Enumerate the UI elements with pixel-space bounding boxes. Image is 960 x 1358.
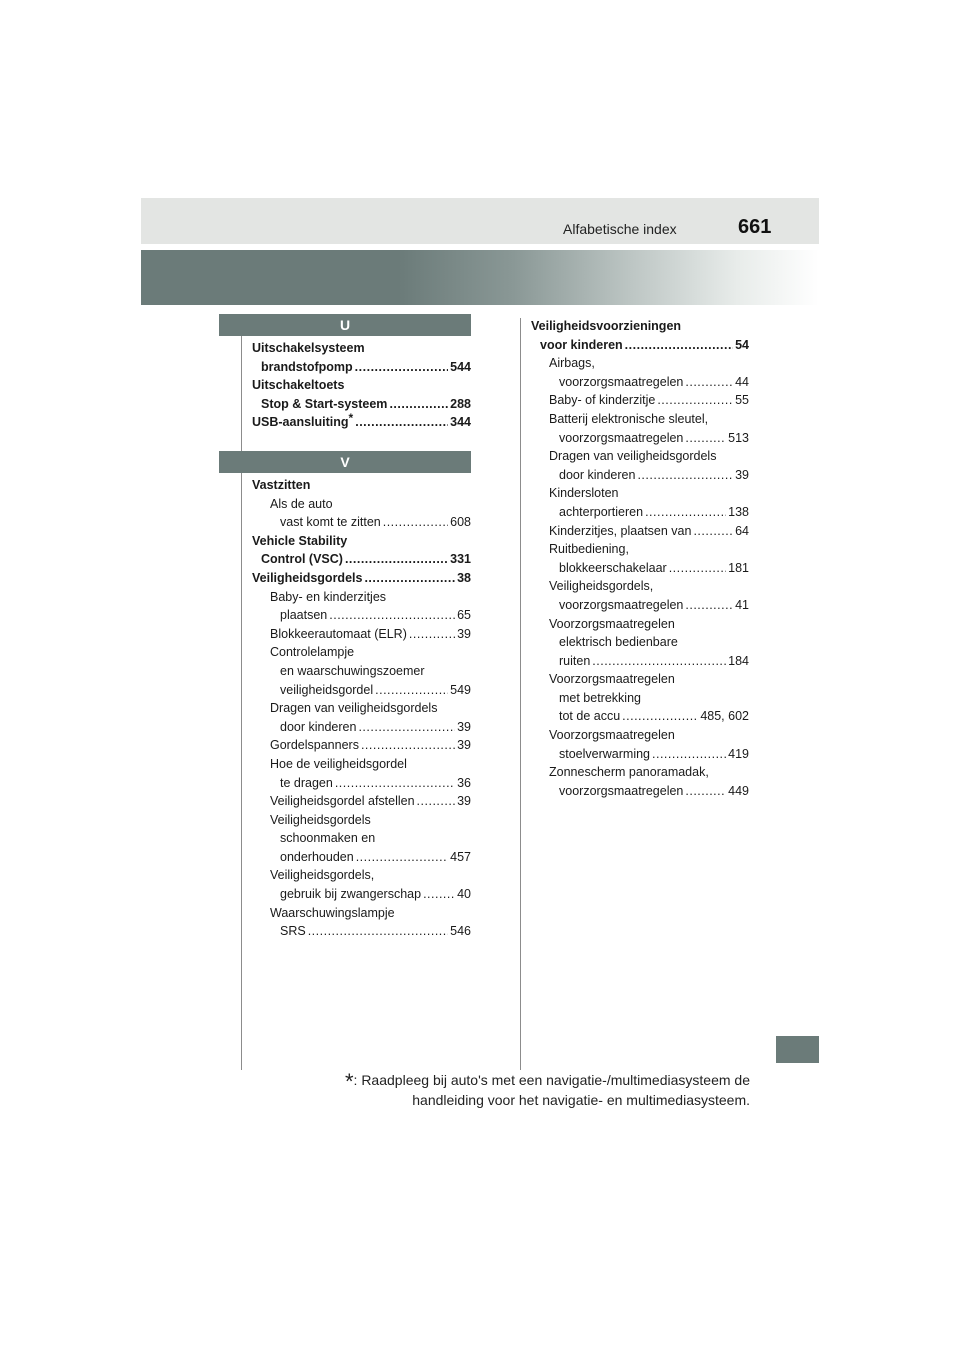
dot-leader (375, 681, 448, 700)
index-entry-page: 549 (450, 682, 471, 697)
footnote (300, 1068, 750, 1110)
index-entry (531, 652, 749, 671)
index-entry-page: 331 (450, 552, 471, 567)
page-header-title: Alfabetische index (563, 221, 677, 237)
index-entry-text: Baby- of kinderzitje (549, 393, 656, 408)
index-entry-text: gebruik bij zwangerschap (280, 887, 422, 902)
footnote-marker: * (348, 411, 354, 426)
index-entry-page: 39 (735, 467, 749, 482)
index-entry-text: SRS (280, 924, 306, 939)
dot-leader (409, 625, 455, 644)
index-entry: Batterij elektronische sleutel, (549, 411, 709, 426)
index-entry-text: door kinderen (280, 719, 357, 734)
index-entry-page: 544 (450, 359, 471, 374)
dot-leader (685, 782, 726, 801)
index-entry: Zonnescherm panoramadak, (549, 765, 709, 780)
dot-leader (625, 336, 733, 355)
index-entry (252, 413, 471, 432)
footnote-line-2: handleiding voor het navigatie- en multimediasysteem. (412, 1092, 750, 1108)
index-entry (531, 707, 749, 726)
index-entry: Controlelampje (270, 645, 355, 660)
index-entry-page: 181 (728, 560, 749, 575)
index-entry (252, 718, 471, 737)
index-entry-page: 513 (728, 430, 749, 445)
index-entry-page: 449 (728, 783, 749, 798)
index-entry (252, 736, 471, 755)
index-entry: Dragen van veiligheidsgordels (270, 701, 438, 716)
index-entry-text: tot de accu (559, 709, 621, 724)
index-entry (252, 681, 471, 700)
index-entry-text: voorzorgsmaatregelen (559, 783, 684, 798)
dot-leader (652, 745, 726, 764)
column-rule-middle (520, 318, 521, 1070)
index-entry (531, 373, 749, 392)
index-entry: Veiligheidsgordels, (270, 868, 375, 883)
index-entry-page: 608 (450, 515, 471, 530)
index-entry (252, 513, 471, 532)
index-entry-page: 65 (457, 608, 471, 623)
section-heading-u: U (219, 314, 471, 336)
index-entry (531, 782, 749, 801)
dot-leader (361, 736, 455, 755)
index-entry-text: Veiligheidsgordel afstellen (270, 794, 415, 809)
index-entry (531, 596, 749, 615)
index-entry (252, 358, 471, 377)
index-entry: Voorzorgsmaatregelen (549, 616, 675, 631)
index-entry-text: Stop & Start-systeem (261, 396, 388, 411)
index-entry-text: te dragen (280, 775, 333, 790)
dot-leader (693, 522, 733, 541)
index-entry (252, 922, 471, 941)
index-entry-page: 39 (457, 626, 471, 641)
footnote-text-1: : Raadpleeg bij auto's met een navigatie-/multimediasysteem de (353, 1072, 750, 1088)
index-entry-text: ruiten (559, 653, 591, 668)
index-entry-text: Veiligheidsgordels (252, 570, 363, 585)
dot-leader (345, 550, 448, 569)
index-entry (531, 429, 749, 448)
index-entry-page: 54 (735, 337, 749, 352)
header-gradient-band (141, 250, 819, 305)
footnote-line-1 (300, 1068, 750, 1094)
index-entry: Uitschakeltoets (252, 378, 345, 393)
dot-leader (685, 373, 733, 392)
index-entry-page: 39 (457, 719, 471, 734)
index-entry: Waarschuwingslampje (270, 905, 395, 920)
index-entry-text: voorzorgsmaatregelen (559, 430, 684, 445)
index-entry-text: Blokkeerautomaat (ELR) (270, 626, 407, 641)
index-list-v (252, 476, 471, 941)
index-entry: Uitschakelsysteem (252, 341, 365, 355)
index-entry: Ruitbediening, (549, 542, 629, 557)
index-entry-text: blokkeerschakelaar (559, 560, 667, 575)
header-band (141, 198, 819, 244)
dot-leader (355, 358, 448, 377)
section-heading-v: V (219, 451, 471, 473)
dot-leader (669, 559, 726, 578)
index-entry-page: 39 (457, 738, 471, 753)
index-entry-page: 55 (735, 393, 749, 408)
index-entry: Airbags, (549, 356, 595, 371)
index-entry (252, 848, 471, 867)
index-entry-page: 39 (457, 794, 471, 809)
index-entry (252, 792, 471, 811)
index-entry: Vehicle Stability (252, 533, 348, 548)
index-entry-text: voor kinderen (540, 337, 623, 352)
dot-leader (657, 391, 733, 410)
index-entry: Hoe de veiligheidsgordel (270, 756, 407, 771)
index-entry (252, 625, 471, 644)
index-entry-text: plaatsen (280, 608, 328, 623)
index-entry-page: 546 (450, 924, 471, 939)
index-entry: Kindersloten (549, 486, 619, 501)
index-entry: Dragen van veiligheidsgordels (549, 449, 717, 464)
index-entry (252, 606, 471, 625)
index-entry: Veiligheidsvoorzieningen (531, 319, 682, 333)
index-entry-page: 288 (450, 396, 471, 411)
index-entry (531, 336, 749, 355)
index-entry-text: stoelverwarming (559, 746, 651, 761)
index-entry-text: achterportieren (559, 504, 644, 519)
index-list-right (531, 317, 749, 800)
index-entry: Vastzitten (252, 478, 311, 492)
index-entry-page: 138 (728, 504, 749, 519)
index-entry: schoonmaken en (280, 831, 376, 846)
dot-leader (685, 596, 733, 615)
index-entry (252, 550, 471, 569)
index-entry-page: 344 (450, 415, 471, 430)
index-entry (531, 391, 749, 410)
index-entry-page: 44 (735, 374, 749, 389)
dot-leader (637, 466, 733, 485)
index-entry (531, 745, 749, 764)
index-entry: en waarschuwingszoemer (280, 663, 425, 678)
dot-leader (622, 707, 698, 726)
index-entry (531, 466, 749, 485)
column-rule-left (241, 336, 242, 1070)
dot-leader (423, 885, 455, 904)
index-entry-page: 184 (728, 653, 749, 668)
index-entry: met betrekking (559, 690, 641, 705)
dot-leader (685, 429, 726, 448)
index-list-u (252, 339, 471, 432)
footnote-star: * (344, 1069, 354, 1094)
dot-leader (329, 606, 455, 625)
index-entry-text: voorzorgsmaatregelen (559, 374, 684, 389)
dot-leader (645, 503, 726, 522)
index-entry: elektrisch bedienbare (559, 635, 678, 650)
index-entry-text: Kinderzitjes, plaatsen van (549, 523, 692, 538)
dot-leader (356, 848, 448, 867)
dot-leader (335, 774, 455, 793)
index-entry: Veiligheidsgordels (270, 812, 371, 827)
index-entry-page: 41 (735, 597, 749, 612)
dot-leader (364, 569, 455, 588)
index-entry-text: door kinderen (559, 467, 636, 482)
index-entry: Veiligheidsgordels, (549, 579, 654, 594)
index-entry (531, 522, 749, 541)
chapter-side-tab (776, 1036, 819, 1063)
index-entry-page: 38 (457, 570, 471, 585)
index-entry: Voorzorgsmaatregelen (549, 672, 675, 687)
dot-leader (592, 652, 726, 671)
index-entry-text: voorzorgsmaatregelen (559, 597, 684, 612)
dot-leader (308, 922, 448, 941)
index-entry-text: veiligheidsgordel (280, 682, 374, 697)
index-entry: Voorzorgsmaatregelen (549, 728, 675, 743)
index-entry: Als de auto (270, 496, 333, 511)
dot-leader (417, 792, 456, 811)
index-entry-page: 485, 602 (700, 709, 749, 724)
dot-leader (355, 413, 448, 432)
index-entry-page: 457 (450, 849, 471, 864)
index-entry-page: 64 (735, 523, 749, 538)
index-entry (252, 395, 471, 414)
index-entry (252, 885, 471, 904)
index-entry-page: 40 (457, 887, 471, 902)
index-entry (252, 569, 471, 588)
index-entry (531, 503, 749, 522)
dot-leader (383, 513, 448, 532)
page-number: 661 (738, 216, 772, 238)
index-entry-text: vast komt te zitten (280, 515, 381, 530)
index-entry-text: Gordelspanners (270, 738, 359, 753)
index-entry-text: Control (VSC) (261, 552, 343, 567)
dot-leader (389, 395, 448, 414)
index-entry-text: USB-aansluiting* (252, 411, 354, 430)
index-entry-text: brandstofpomp (261, 359, 353, 374)
index-entry (252, 774, 471, 793)
index-entry-page: 36 (457, 775, 471, 790)
index-entry: Baby- en kinderzitjes (270, 589, 387, 604)
dot-leader (358, 718, 455, 737)
index-entry (531, 559, 749, 578)
index-entry-page: 419 (728, 746, 749, 761)
index-entry-text: onderhouden (280, 849, 354, 864)
